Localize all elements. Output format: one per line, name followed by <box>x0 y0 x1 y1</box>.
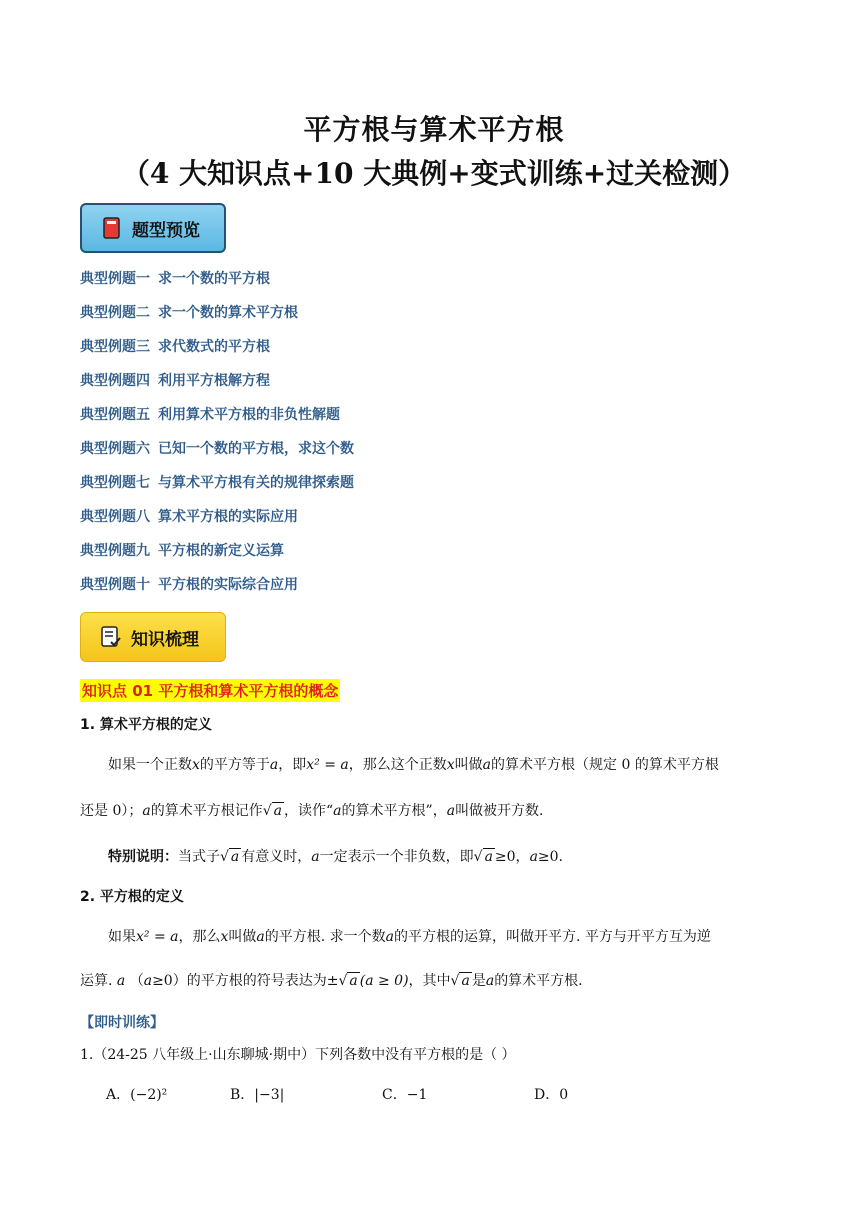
toc-item[interactable]: 典型例题四 利用平方根解方程 <box>80 373 270 389</box>
knowledge-point-heading: 知识点 01 平方根和算术平方根的概念 <box>80 679 340 702</box>
option-d[interactable]: D．0 <box>534 1087 569 1103</box>
option-c[interactable]: C．−1 <box>382 1087 428 1103</box>
option-b[interactable]: B．|−3| <box>230 1087 285 1103</box>
knowledge-badge <box>80 612 226 662</box>
special-note: 特别说明：当式子√ a 有意义时，a一定表示一个非负数，即√ a ≥0，a≥0. <box>108 849 564 865</box>
page-subtitle: （4 大知识点+10 大典例+变式训练+过关检测） <box>121 157 747 190</box>
toc-item[interactable]: 典型例题二 求一个数的算术平方根 <box>80 305 298 321</box>
page-title: 平方根与算术平方根 <box>303 113 565 146</box>
preview-badge-label: 题型预览 <box>132 220 200 241</box>
toc-item[interactable]: 典型例题九 平方根的新定义运算 <box>80 543 284 559</box>
option-a[interactable]: A．(−2)² <box>106 1087 168 1103</box>
toc-item[interactable]: 典型例题八 算术平方根的实际应用 <box>80 509 298 525</box>
question-text: 1.（24-25 八年级上·山东聊城·期中）下列各数中没有平方根的是（ ） <box>80 1047 516 1063</box>
arith-root-definition-cont: 还是 0）；a的算术平方根记作√ a ，读作“a的算术平方根”，a叫做被开方数. <box>80 803 544 819</box>
square-root-definition: 如果x² = a，那么x叫做a的平方根. 求一个数a的平方根的运算，叫做开平方. 平方与开平方互为逆 <box>108 929 711 945</box>
toc-item[interactable]: 典型例题六 已知一个数的平方根，求这个数 <box>80 441 354 457</box>
book-icon <box>102 217 122 239</box>
toc-item[interactable]: 典型例题三 求代数式的平方根 <box>80 339 270 355</box>
toc-item[interactable]: 典型例题五 利用算术平方根的非负性解题 <box>80 407 340 423</box>
arith-root-definition: 如果一个正数x的平方等于a，即x² = a，那么这个正数x叫做a的算术平方根（规定 0 的算术平方根 <box>108 757 719 773</box>
knowledge-badge-label: 知识梳理 <box>131 629 199 650</box>
toc-item[interactable]: 典型例题七 与算术平方根有关的规律探索题 <box>80 475 354 491</box>
square-root-definition-cont: 运算. a （a≥0）的平方根的符号表达为±√ a (a ≥ 0)，其中√ a 是a的算术平方根. <box>80 973 583 989</box>
preview-badge <box>80 203 226 253</box>
checklist-icon <box>101 626 121 648</box>
toc-list <box>80 268 354 608</box>
section-heading-square-root: 2. 平方根的定义 <box>80 889 184 905</box>
toc-item[interactable]: 典型例题一 求一个数的平方根 <box>80 271 270 287</box>
section-heading-arith-root: 1. 算术平方根的定义 <box>80 717 212 733</box>
training-heading: 【即时训练】 <box>80 1015 164 1031</box>
toc-item[interactable]: 典型例题十 平方根的实际综合应用 <box>80 577 298 593</box>
